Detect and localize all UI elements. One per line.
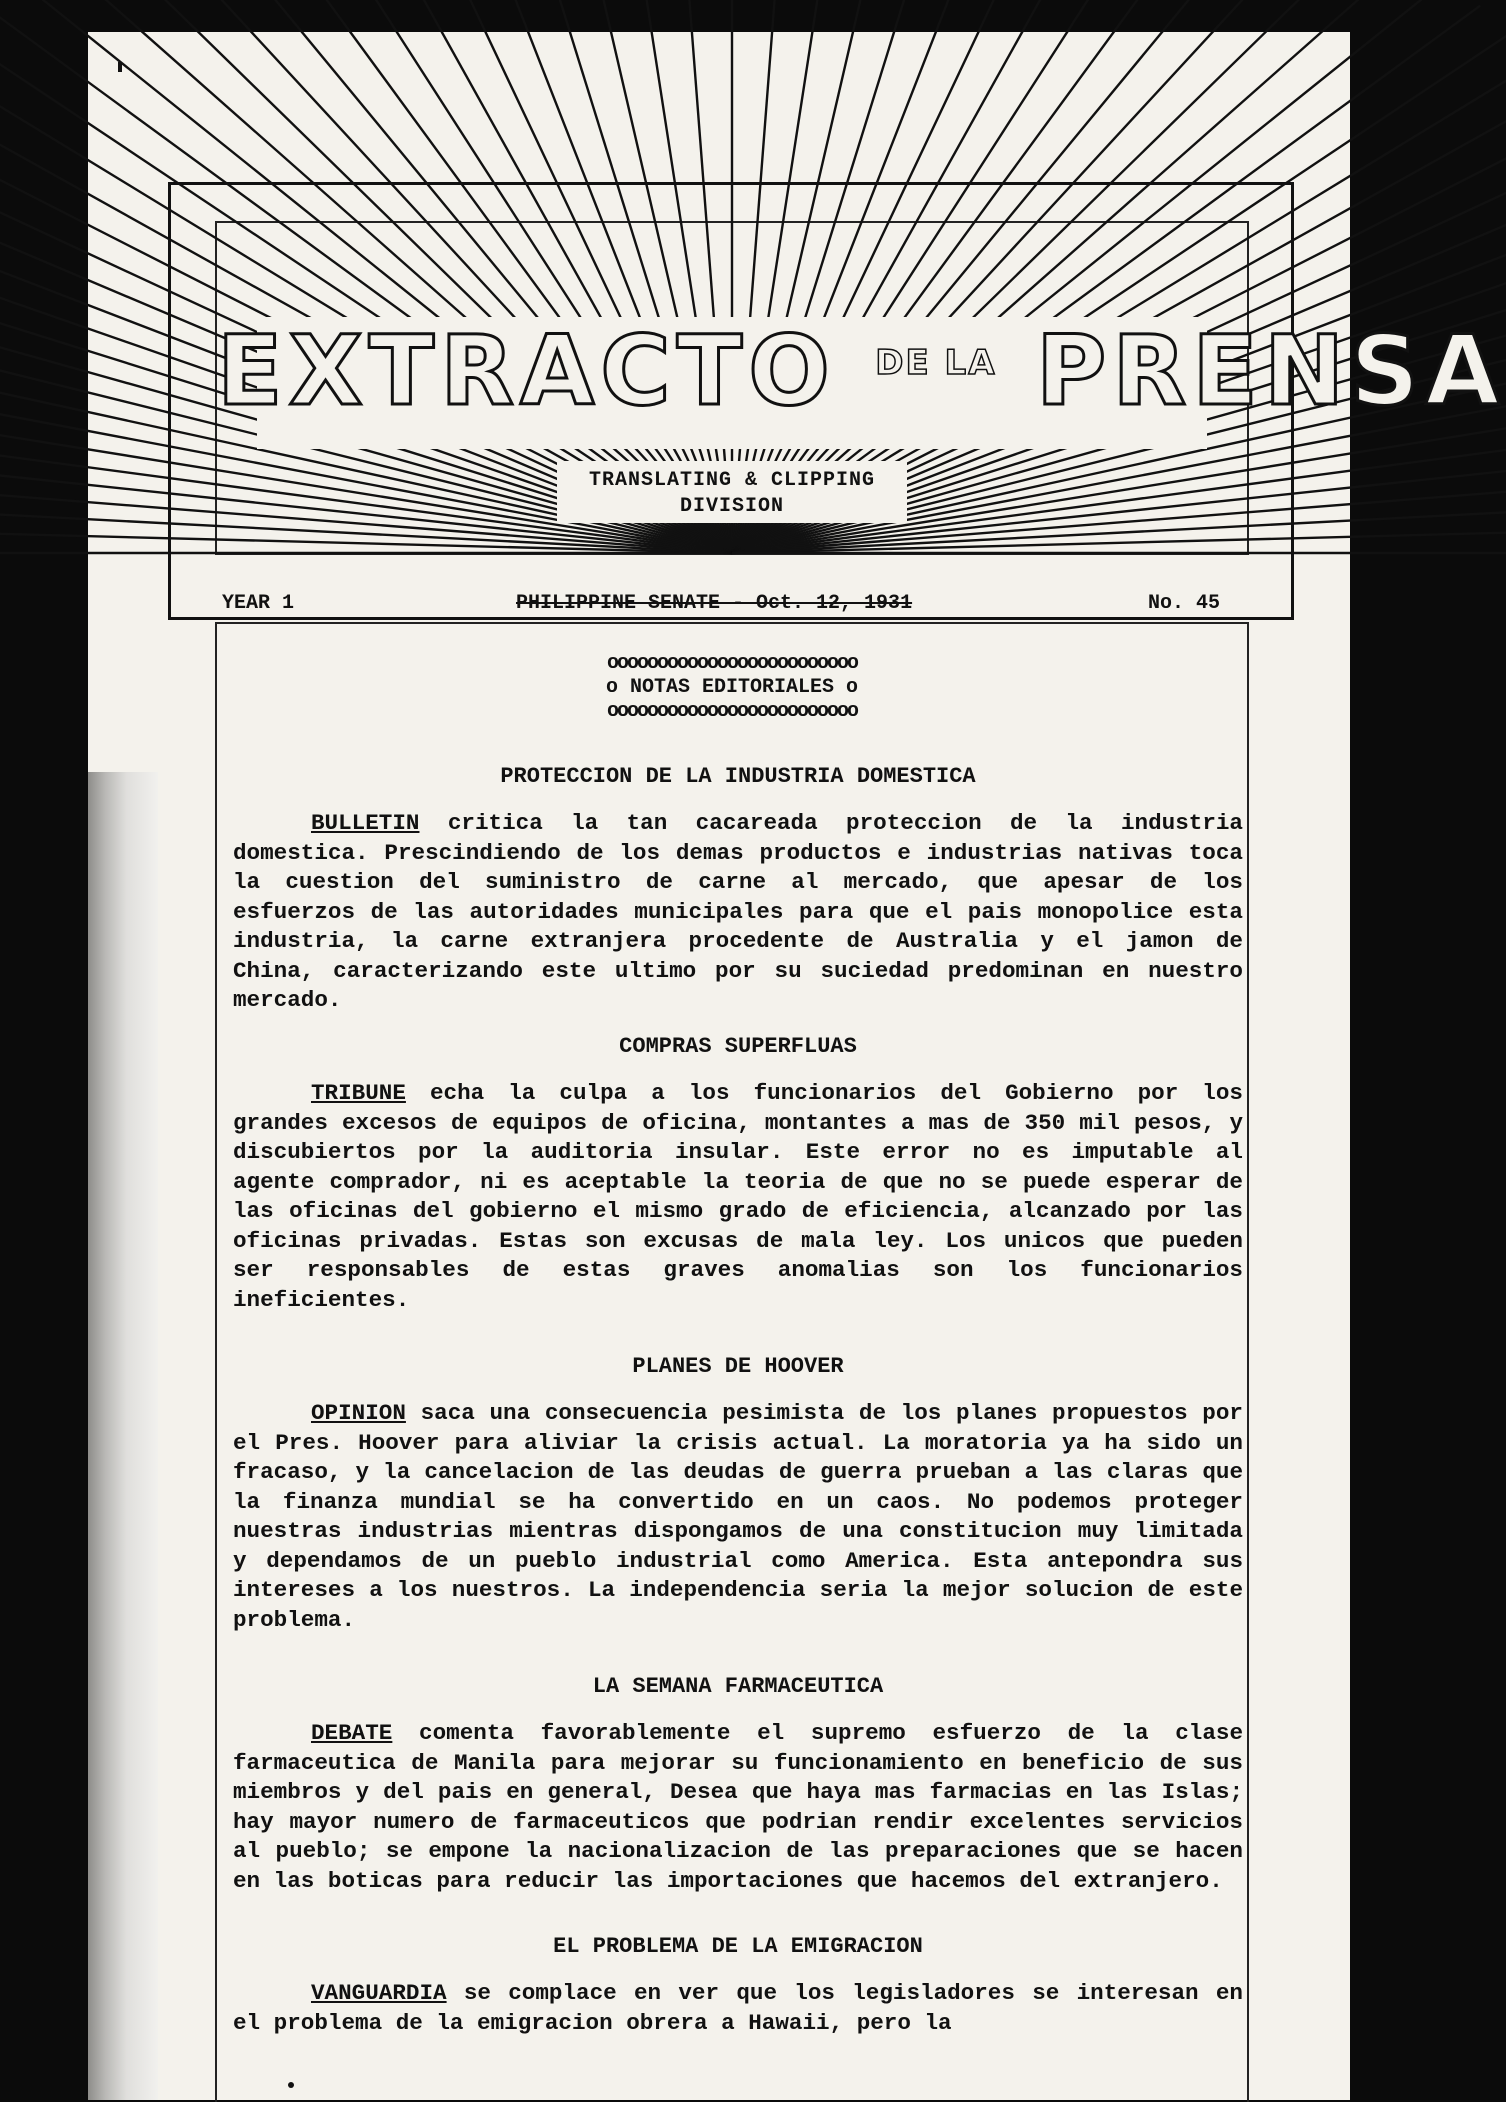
newspaper-name: OPINION [311,1400,406,1426]
issue-number: No. 45 [1148,592,1221,615]
source-date: PHILIPPINE SENATE - Oct. 12, 1931 [516,592,913,615]
ink-speck [288,2082,294,2088]
tape-strip [88,772,158,2100]
content-box [215,622,1249,2102]
masthead-banner [168,182,1506,620]
document-page [88,32,1506,2100]
newspaper-name: TRIBUNE [311,1080,406,1106]
editorial-article [233,1674,1243,1896]
editorial-article [233,1934,1243,2038]
editorial-article [233,1034,1243,1315]
article-headline: EL PROBLEMA DE LA EMIGRACION [553,1934,923,1959]
title-mid: DE LA [875,343,997,383]
circle-row-top: ooooooooooooooooooooooooo [606,652,858,675]
year-label: YEAR 1 [222,592,295,615]
title-left: EXTRACTO [217,315,836,427]
newspaper-name: BULLETIN [311,810,420,836]
masthead-frame [215,221,1506,555]
division-line-1: TRANSLATING & CLIPPING [588,469,876,492]
article-body [233,1399,1243,1635]
article-text: saca una consecuencia pesimista de los planes propuestos por el Pres. Hoover para aliviar la crisis actual. La moratoria ya ha sido un fracaso, y la cancelacion de las deudas de guerra prueban a las claras que la finanza mundial se ha convertido en un caos. No podemos proteger nuestras industrias mientras dispongamos de una constitucion muy limitada y dependamos de un pueblo industrial como America. Esta antepondra sus intereses a los nuestros. La independencia seria la mejor solucion de este problema. [233,1400,1243,1633]
article-text: se complace en ver que los legisladores se interesan en el problema de la emigracion obrera a Hawaii, pero la [233,1980,1243,2036]
article-body [233,1719,1243,1896]
section-label: o NOTAS EDITORIALES o [605,676,859,699]
circle-row-bottom: ooooooooooooooooooooooooo [606,700,858,723]
article-body [233,809,1243,1016]
article-text: critica la tan cacareada proteccion de la industria domestica. Prescindiendo de los demas productos e industrias nativas toca la cuestion del suministro de carne al mercado, que apesar de los esfuerzos de las autoridades municipales para que el pais monopolice esta industria, la carne extranjera procedente de Australia y el jamon de China, caracterizando este ultimo por su suciedad predominan en nuestro mercado. [233,810,1243,1013]
article-text: echa la culpa a los funcionarios del Gobierno por los grandes excesos de equipos de oficina, montantes a mas de 350 mil pesos, y discubiertos por la auditoria insular. Este error no es imputable al agente comprador, ni es aceptable la teoria de que no se puede esperar de las oficinas del gobierno el mismo grado de eficiencia, alcanzado por las oficinas privadas. Estas son excusas de mala ley. Los unicos que pueden ser responsables de estas graves anomalias son los funcionarios ineficientes. [233,1080,1243,1313]
article-body [233,1979,1243,2038]
section-header [217,652,1247,724]
article-body [233,1079,1243,1315]
article-text: comenta favorablemente el supremo esfuerzo de la clase farmaceutica de Manila para mejorar su funcionamiento en beneficio de sus miembros y del pais en general, Desea que haya mas farmacias en las Islas; hay mayor numero de farmaceuticos que podrian rendir excelentes servicios al pueblo; se empone la nacionalizacion de las preparaciones que se hacen en las boticas para reducir las importaciones que hacemos del extranjero. [233,1720,1243,1894]
division-line-2: DIVISION [679,495,784,518]
title-right: PRENSA [1035,315,1506,427]
article-headline: PLANES DE HOOVER [632,1354,844,1379]
editorial-article [233,764,1243,1016]
article-headline: COMPRAS SUPERFLUAS [619,1034,857,1059]
article-headline: PROTECCION DE LA INDUSTRIA DOMESTICA [500,764,976,789]
article-headline: LA SEMANA FARMACEUTICA [592,1674,884,1699]
editorial-article [233,1354,1243,1635]
newspaper-name: VANGUARDIA [311,1980,447,2006]
masthead-title [217,315,1506,427]
newspaper-name: DEBATE [311,1720,393,1746]
